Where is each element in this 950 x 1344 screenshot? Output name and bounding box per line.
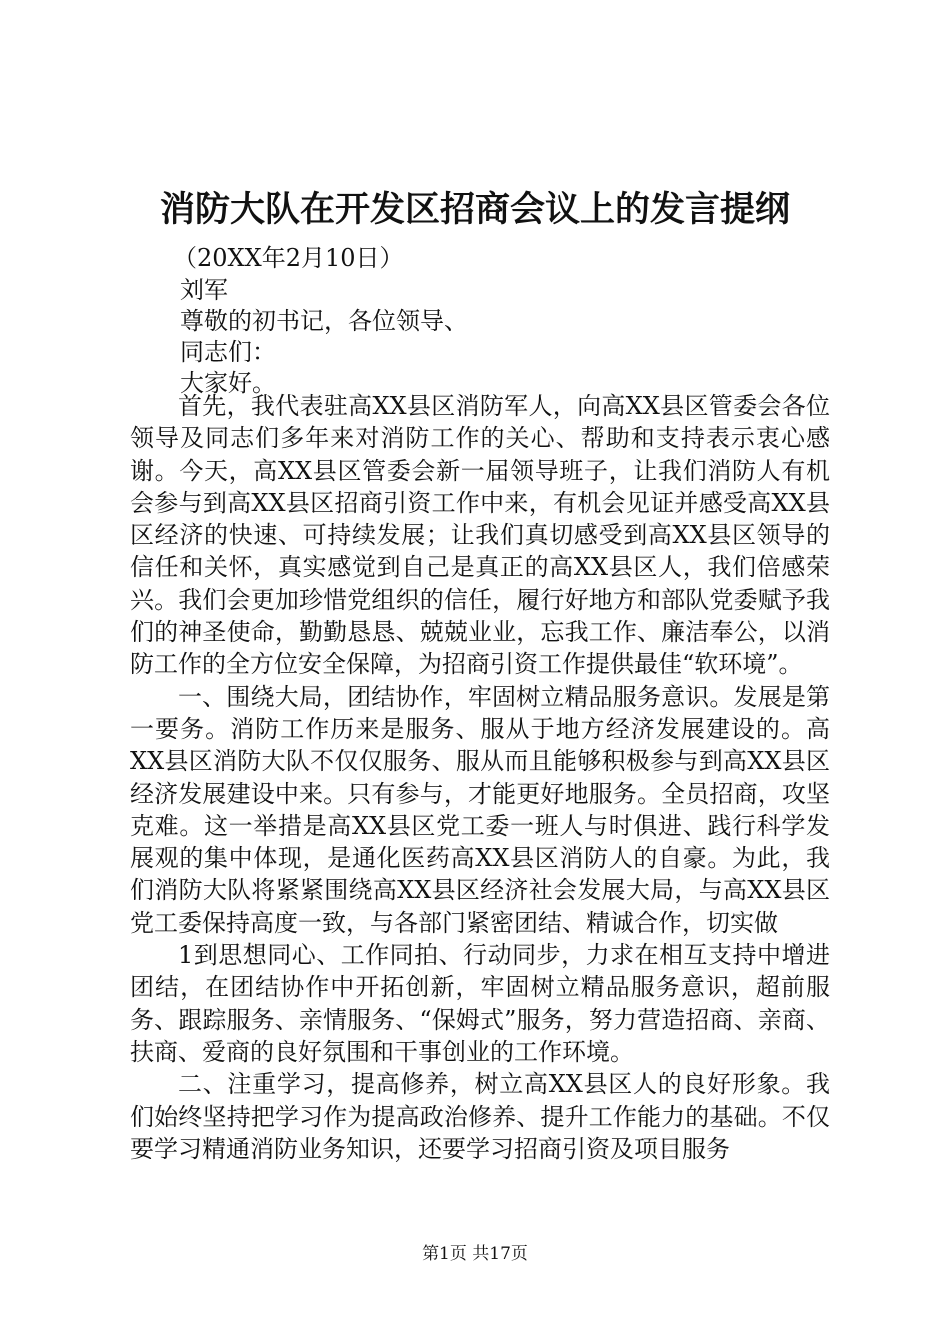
greeting-line: 大家好。 <box>180 369 276 397</box>
paragraph: 首先，我代表驻高XX县区消防军人，向高XX县区管委会各位领导及同志们多年来对消防工作的关心、帮助和支持表示衷心感谢。今天，高XX县区管委会新一届领导班子，让我们消防人有机会参与到高XX县区招商引资工作中来，有机会见证并感受高XX县区经济的快速、可持续发展；让我们真切感受到高XX县区领导的信任和关怀，真实感觉到自己是真正的高XX县区人，我们倍感荣兴。我们会更加珍惜党组织的信任，履行好地方和部队党委赋予我们的神圣使命，勤勤恳恳、兢兢业业，忘我工作、廉洁奉公，以消防工作的全方位安全保障，为招商引资工作提供最佳“软环境”。 <box>130 392 830 679</box>
paragraph: 二、注重学习，提高修养，树立高XX县区人的良好形象。我们始终坚持把学习作为提高政治修养、提升工作能力的基础。不仅要学习精通消防业务知识，还要学习招商引资及项目服务 <box>130 1070 830 1163</box>
document-title: 消防大队在开发区招商会议上的发言提纲 <box>159 189 790 230</box>
body-text <box>130 390 830 1165</box>
salutation-line-1: 尊敬的初书记，各位领导、 <box>180 307 468 335</box>
paragraph: 1到思想同心、工作同拍、行动同步，力求在相互支持中增进团结，在团结协作中开拓创新，牢固树立精品服务意识，超前服务、跟踪服务、亲情服务、“保姆式”服务，努力营造招商、亲商、扶商、爱商的良好氛围和干事创业的工作环境。 <box>130 941 830 1066</box>
author-name: 刘军 <box>180 276 228 304</box>
page-number-footer: 第1页 共17页 <box>422 1244 528 1264</box>
date-line: （20XX年2月10日） <box>173 244 404 272</box>
salutation-line-2: 同志们： <box>180 338 276 366</box>
paragraph: 一、围绕大局，团结协作，牢固树立精品服务意识。发展是第一要务。消防工作历来是服务、服从于地方经济发展建设的。高XX县区消防大队不仅仅服务、服从而且能够积极参与到高XX县区经济发展建设中来。只有参与，才能更好地服务。全员招商，攻坚克难。这一举措是高XX县区党工委一班人与时俱进、践行科学发展观的集中体现，是通化医药高XX县区消防人的自豪。为此，我们消防大队将紧紧围绕高XX县区经济社会发展大局，与高XX县区党工委保持高度一致，与各部门紧密团结、精诚合作，切实做 <box>130 682 830 937</box>
